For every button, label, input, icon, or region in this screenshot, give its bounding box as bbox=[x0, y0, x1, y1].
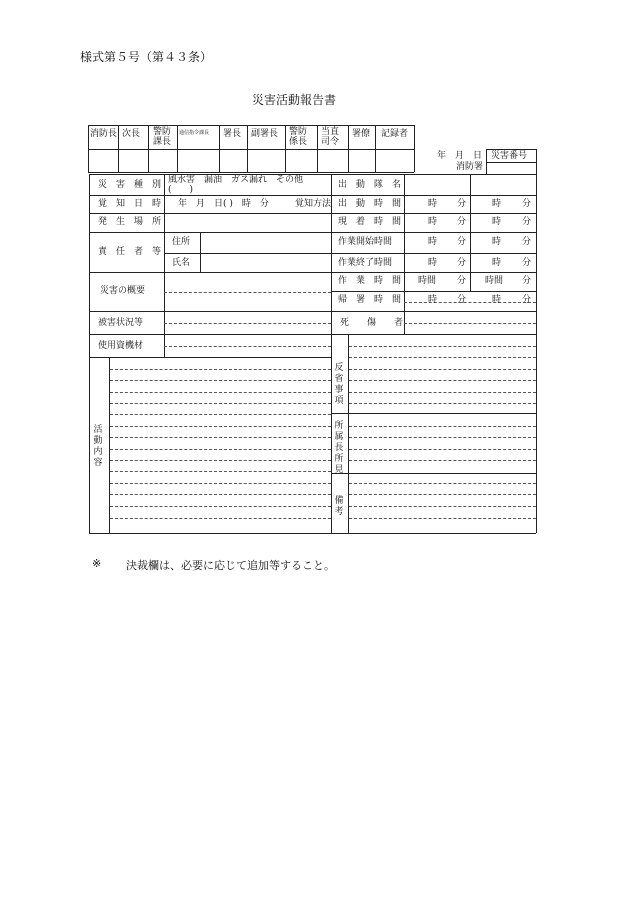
unit-jikan: 時間 bbox=[418, 276, 437, 286]
unit-ji: 時 bbox=[492, 217, 502, 227]
address-label: 住所 bbox=[172, 237, 191, 247]
unit-ji: 時 bbox=[492, 295, 502, 305]
unit-ji: 時 bbox=[428, 199, 438, 209]
unit-fun: 分 bbox=[522, 276, 532, 286]
approval-header: 署僚 bbox=[352, 129, 371, 139]
unit-ji: 時 bbox=[428, 258, 438, 268]
arrival-time-label: 現 着 時 間 bbox=[338, 217, 402, 227]
activity-label: 活動内容 bbox=[93, 425, 103, 468]
unit-ji: 時 bbox=[428, 295, 438, 305]
work-start-label: 作業開始時間 bbox=[338, 237, 393, 247]
approval-header: 警防課長 bbox=[153, 127, 172, 147]
unit-fun: 分 bbox=[522, 258, 532, 268]
return-time-label: 帰 署 時 間 bbox=[338, 295, 402, 305]
approval-header: 警防係長 bbox=[289, 127, 308, 147]
approval-header: 消防長 bbox=[90, 129, 118, 139]
unit-ji: 時 bbox=[428, 237, 438, 247]
casualties-label: 死 傷 者 bbox=[340, 318, 404, 328]
unit-fun: 分 bbox=[522, 217, 532, 227]
recognize-time-value: 年 月 日( ) 時 分 bbox=[178, 199, 269, 209]
unit-ji: 時 bbox=[492, 258, 502, 268]
equipment-label: 使用資機材 bbox=[98, 341, 144, 351]
work-duration-label: 作 業 時 間 bbox=[338, 276, 402, 286]
approval-header: 署長 bbox=[223, 129, 242, 139]
date-label: 年 月 日 bbox=[437, 151, 483, 161]
unit-fun: 分 bbox=[522, 295, 532, 305]
unit-jikan: 時間 bbox=[485, 276, 504, 286]
recognize-method-label: 覚知方法 bbox=[295, 199, 332, 209]
unit-ji: 時 bbox=[492, 237, 502, 247]
footnote-mark: ※ bbox=[92, 557, 102, 570]
summary-label: 災害の概要 bbox=[100, 286, 146, 296]
disaster-type-options: 風水害 漏油 ガス漏れ その他 bbox=[168, 175, 304, 185]
unit-fun: 分 bbox=[457, 237, 467, 247]
approval-header: 記録者 bbox=[381, 129, 409, 139]
unit-fun: 分 bbox=[457, 295, 467, 305]
disaster-type-label: 災 害 種 別 bbox=[98, 180, 162, 190]
unit-fun: 分 bbox=[457, 199, 467, 209]
unit-fun: 分 bbox=[457, 258, 467, 268]
approval-header: 次長 bbox=[122, 129, 141, 139]
dispatch-unit-label: 出 動 隊 名 bbox=[338, 180, 402, 190]
disaster-type-other: ( ) bbox=[168, 185, 194, 195]
place-label: 発 生 場 所 bbox=[98, 217, 162, 227]
work-end-label: 作業終了時間 bbox=[338, 258, 393, 268]
unit-fun: 分 bbox=[457, 276, 467, 286]
name-label: 氏名 bbox=[172, 258, 191, 268]
unit-fun: 分 bbox=[522, 199, 532, 209]
recognize-time-label: 覚 知 日 時 bbox=[98, 199, 162, 209]
unit-ji: 時 bbox=[492, 199, 502, 209]
chief-opinion-label: 所属長所見 bbox=[334, 421, 344, 475]
damage-label: 被害状況等 bbox=[98, 318, 144, 328]
responsible-label: 責 任 者 等 bbox=[98, 247, 162, 257]
reflection-label: 反省事項 bbox=[334, 363, 344, 406]
footnote-text: 決裁欄は、必要に応じて追加等すること。 bbox=[126, 559, 335, 572]
unit-ji: 時 bbox=[428, 217, 438, 227]
approval-header: 通信指令課長 bbox=[179, 130, 210, 136]
remarks-label: 備考 bbox=[334, 496, 344, 517]
unit-fun: 分 bbox=[457, 217, 467, 227]
dispatch-time-label: 出 動 時 間 bbox=[338, 199, 402, 209]
form-number: 様式第５号（第４３条） bbox=[80, 50, 213, 64]
disaster-number-label: 災害番号 bbox=[491, 151, 528, 161]
approval-header: 副署長 bbox=[251, 129, 279, 139]
approval-header: 当直司令 bbox=[321, 127, 340, 147]
page-title: 災害活動報告書 bbox=[252, 93, 337, 107]
unit-fun: 分 bbox=[522, 237, 532, 247]
station-label: 消防署 bbox=[456, 162, 484, 172]
